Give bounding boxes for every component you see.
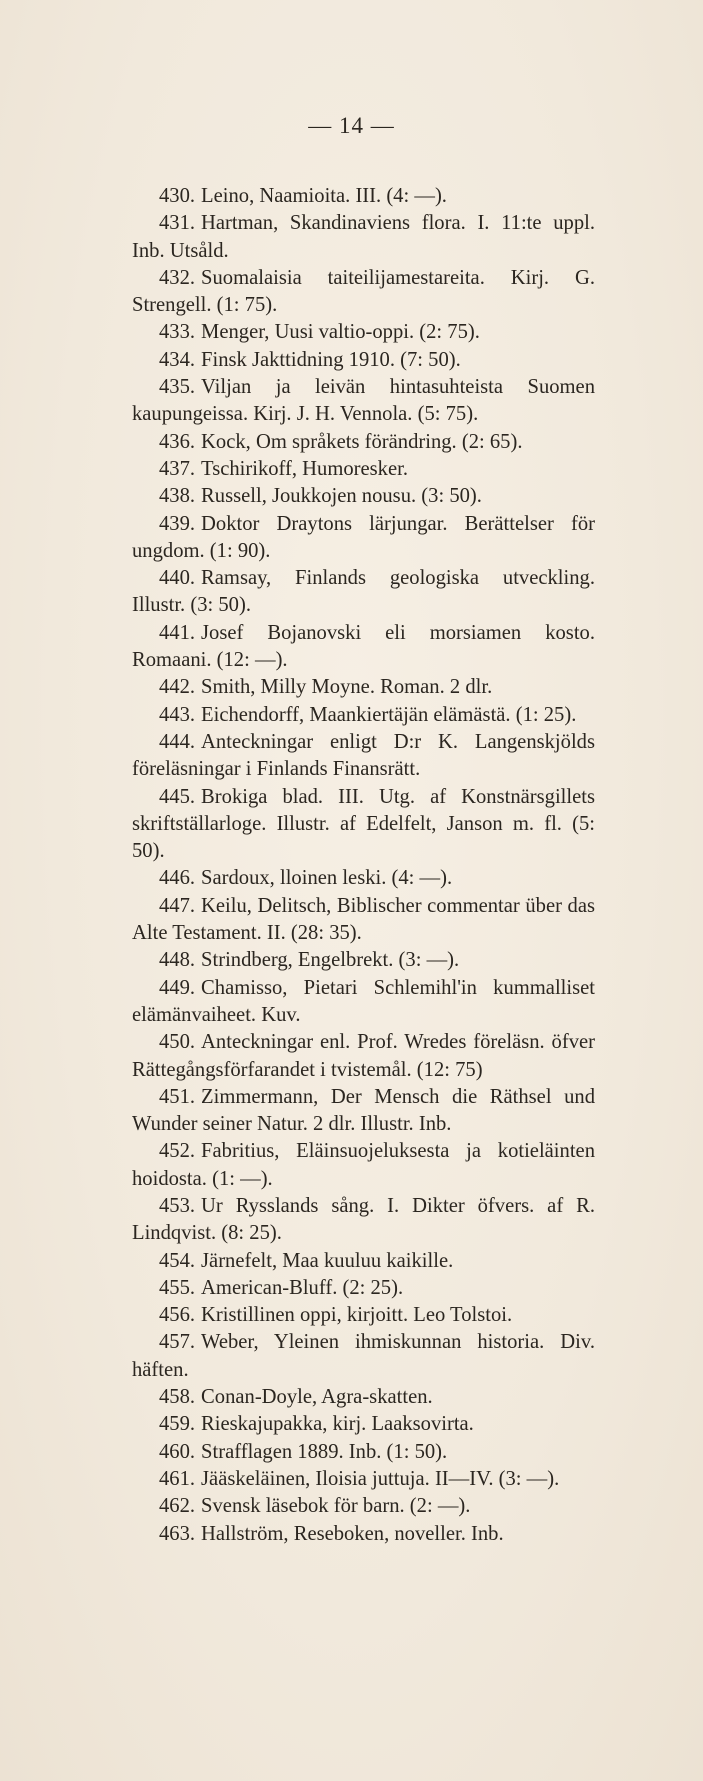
entry-number: 443. (159, 703, 196, 726)
catalog-entry (132, 620, 595, 675)
entry-number: 437. (159, 457, 196, 480)
catalog-entry (132, 893, 595, 948)
catalog-entry (132, 865, 595, 892)
entry-number: 457. (159, 1331, 196, 1354)
entry-text: Fabritius, Eläinsuojeluksesta ja kotieläinten hoidosta. (1: —). (132, 1140, 595, 1190)
entry-number: 448. (159, 949, 196, 972)
catalog-list (132, 183, 595, 1548)
entry-number: 460. (159, 1440, 196, 1463)
catalog-entry (132, 1329, 595, 1384)
entry-number: 449. (159, 976, 196, 999)
page-number: — 14 — (308, 113, 395, 138)
entry-text: Finsk Jakttidning 1910. (7: 50). (201, 348, 461, 371)
catalog-entry (132, 975, 595, 1030)
catalog-entry (132, 1521, 595, 1548)
entry-text: Josef Bojanovski eli morsiamen kosto. Romaani. (12: —). (132, 621, 595, 672)
catalog-entry (132, 183, 595, 210)
entry-number: 441. (159, 621, 196, 644)
catalog-entry (132, 374, 595, 429)
entry-number: 438. (159, 485, 196, 508)
catalog-entry (132, 1439, 595, 1466)
catalog-entry (132, 429, 595, 456)
entry-text: Keilu, Delitsch, Biblischer commentar über das Alte Testament. II. (28: 35). (132, 894, 595, 945)
entry-number: 454. (159, 1249, 196, 1272)
catalog-entry (132, 483, 595, 510)
entry-number: 431. (159, 212, 196, 235)
entry-number: 459. (159, 1413, 196, 1436)
entry-text: Smith, Milly Moyne. Roman. 2 dlr. (201, 676, 493, 699)
catalog-entry (132, 1411, 595, 1438)
catalog-entry (132, 784, 595, 866)
entry-text: Jääskeläinen, Iloisia juttuja. II—IV. (3: —). (201, 1467, 560, 1490)
entry-number: 436. (159, 430, 196, 453)
entry-number: 452. (159, 1140, 196, 1163)
entry-text: Eichendorff, Maankiertäjän elämästä. (1: 25). (201, 703, 577, 726)
entry-number: 442. (159, 676, 196, 699)
entry-number: 451. (159, 1085, 196, 1108)
catalog-entry (132, 456, 595, 483)
entry-text: Ur Rysslands sång. I. Dikter öfvers. af R. Lindqvist. (8: 25). (132, 1194, 595, 1245)
entry-text: Doktor Draytons lärjungar. Berättelser för ungdom. (1: 90). (132, 512, 595, 562)
entry-text: Kock, Om språkets förändring. (2: 65). (201, 430, 523, 453)
entry-number: 462. (159, 1495, 196, 1518)
catalog-entry (132, 1084, 595, 1139)
entry-text: Ramsay, Finlands geologiska utveckling. Illustr. (3: 50). (132, 567, 595, 617)
entry-number: 446. (159, 867, 196, 890)
catalog-entry (132, 729, 595, 784)
entry-text: Rieskajupakka, kirj. Laaksovirta. (201, 1413, 474, 1436)
entry-text: Russell, Joukkojen nousu. (3: 50). (201, 485, 482, 508)
entry-text: Viljan ja leivän hintasuhteista Suomen kaupungeissa. Kirj. J. H. Vennola. (5: 75). (132, 376, 595, 426)
catalog-entry (132, 702, 595, 729)
entry-text: Järnefelt, Maa kuuluu kaikille. (201, 1249, 454, 1272)
entry-number: 456. (159, 1304, 196, 1327)
catalog-entry (132, 1466, 595, 1493)
entry-number: 450. (159, 1031, 196, 1054)
entry-text: Menger, Uusi valtio-oppi. (2: 75). (201, 321, 480, 344)
entry-text: Strindberg, Engelbrekt. (3: —). (201, 949, 460, 972)
entry-number: 458. (159, 1386, 196, 1409)
catalog-entry (132, 319, 595, 346)
entry-number: 432. (159, 266, 196, 289)
catalog-entry (132, 265, 595, 320)
catalog-entry (132, 1193, 595, 1248)
entry-number: 444. (159, 730, 196, 753)
entry-text: Brokiga blad. III. Utg. af Konstnärsgillets skriftställarloge. Illustr. af Edelfelt, Janson m. fl. (5: 50). (132, 785, 595, 863)
catalog-entry (132, 347, 595, 374)
entry-number: 430. (159, 185, 196, 207)
catalog-entry (132, 1493, 595, 1520)
entry-text: Strafflagen 1889. Inb. (1: 50). (201, 1440, 448, 1463)
entry-number: 463. (159, 1522, 196, 1545)
entry-text: Suomalaisia taiteilijamestareita. Kirj. G. Strengell. (1: 75). (132, 266, 595, 317)
catalog-entry (132, 1384, 595, 1411)
entry-number: 455. (159, 1276, 196, 1299)
entry-text: Chamisso, Pietari Schlemihl'in kummalliset elämänvaiheet. Kuv. (132, 976, 595, 1026)
entry-text: American-Bluff. (2: 25). (201, 1276, 404, 1299)
entry-text: Leino, Naamioita. III. (4: —). (201, 185, 447, 207)
catalog-entry (132, 210, 595, 265)
catalog-entry (132, 1138, 595, 1193)
entry-number: 453. (159, 1194, 196, 1217)
entry-number: 440. (159, 567, 196, 590)
entry-text: Hartman, Skandinaviens flora. I. 11:te uppl. Inb. Utsåld. (132, 212, 595, 262)
catalog-entry (132, 1248, 595, 1275)
catalog-entry (132, 1029, 595, 1084)
entry-text: Hallström, Reseboken, noveller. Inb. (201, 1522, 504, 1545)
entry-text: Kristillinen oppi, kirjoitt. Leo Tolstoi. (201, 1304, 513, 1327)
entry-text: Weber, Yleinen ihmiskunnan historia. Div. häften. (132, 1331, 595, 1381)
entry-text: Zimmermann, Der Mensch die Räthsel und Wunder seiner Natur. 2 dlr. Illustr. Inb. (132, 1085, 595, 1136)
entry-text: Tschirikoff, Humoresker. (201, 457, 408, 480)
entry-number: 445. (159, 785, 196, 808)
catalog-entry (132, 511, 595, 566)
entry-number: 435. (159, 376, 196, 399)
catalog-entry (132, 565, 595, 620)
entry-text: Anteckningar enl. Prof. Wredes föreläsn. öfver Rättegångsförfarandet i tvistemål. (12: 75) (132, 1031, 595, 1081)
catalog-entry (132, 947, 595, 974)
entry-number: 461. (159, 1467, 196, 1490)
entry-number: 434. (159, 348, 196, 371)
catalog-entry (132, 674, 595, 701)
entry-number: 447. (159, 894, 196, 917)
entry-text: Sardoux, lloinen leski. (4: —). (201, 867, 453, 890)
entry-text: Conan-Doyle, Agra-skatten. (201, 1386, 433, 1409)
catalog-entry (132, 1275, 595, 1302)
catalog-entry (132, 1302, 595, 1329)
entry-number: 433. (159, 321, 196, 344)
entry-text: Svensk läsebok för barn. (2: —). (201, 1495, 471, 1518)
entry-text: Anteckningar enligt D:r K. Langenskjölds föreläsningar i Finlands Finansrätt. (132, 730, 595, 781)
entry-number: 439. (159, 512, 196, 535)
